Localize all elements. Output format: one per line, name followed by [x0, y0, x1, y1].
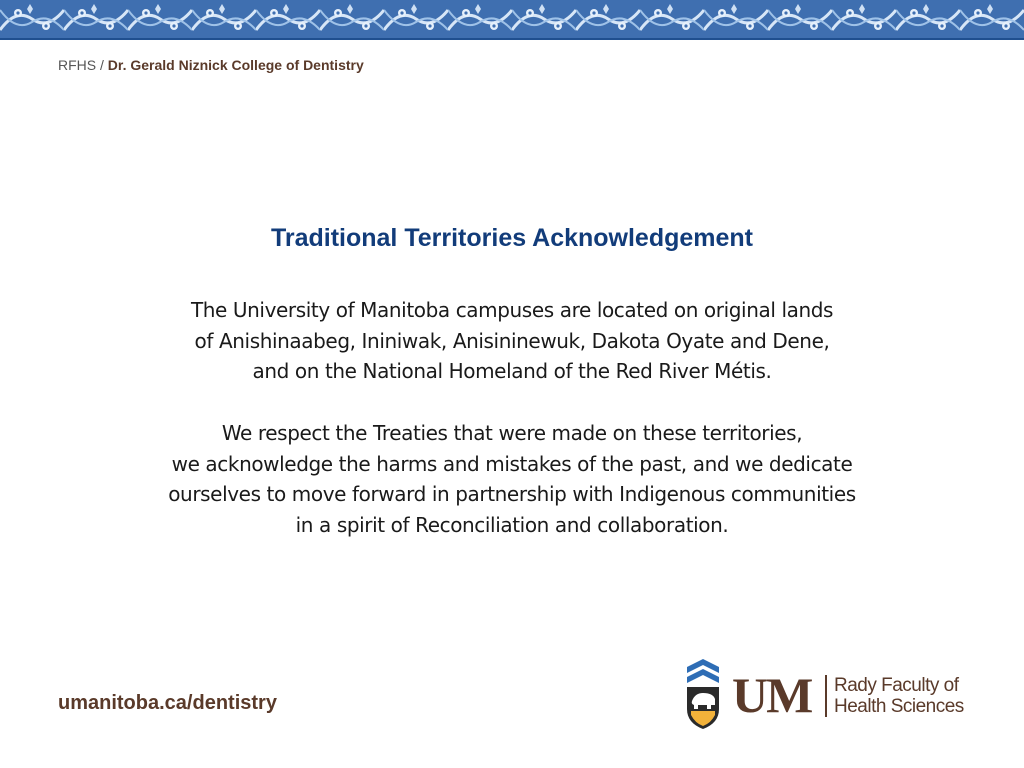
breadcrumb	[58, 57, 364, 73]
rady-faculty-logo	[680, 655, 980, 733]
um-wordmark: UM	[732, 667, 812, 723]
faculty-name-line: Rady Faculty of	[834, 675, 959, 696]
logo-divider	[825, 675, 827, 717]
text-line: of Anishinaabeg, Ininiwak, Anisininewuk, Dakota Oyate and Dene,	[194, 328, 830, 353]
faculty-name-line: Health Sciences	[834, 696, 964, 717]
acknowledgement-paragraph-2	[112, 418, 912, 540]
banner-base-line	[0, 38, 1024, 40]
decorative-banner	[0, 0, 1024, 38]
breadcrumb-root[interactable]: RFHS	[58, 57, 97, 73]
text-line: ourselves to move forward in partnership with Indigenous communities	[168, 482, 856, 506]
university-crest-bison-icon	[683, 657, 723, 731]
faculty-name	[834, 675, 964, 717]
acknowledgement-paragraph-1	[112, 295, 912, 387]
breadcrumb-current: Dr. Gerald Niznick College of Dentistry	[107, 57, 364, 73]
text-line: The University of Manitoba campuses are located on original lands	[190, 298, 834, 322]
page-title: Traditional Territories Acknowledgement	[270, 224, 754, 252]
text-line: we acknowledge the harms and mistakes of the past, and we dedicate	[171, 451, 853, 476]
floral-pattern-icon	[0, 0, 1024, 38]
breadcrumb-separator: /	[100, 57, 104, 73]
text-line: and on the National Homeland of the Red River Métis.	[252, 359, 772, 383]
footer-url-link[interactable]: umanitoba.ca/dentistry	[58, 692, 277, 714]
text-line: in a spirit of Reconciliation and collaboration.	[295, 512, 729, 537]
text-line: We respect the Treaties that were made on these territories,	[221, 421, 803, 445]
